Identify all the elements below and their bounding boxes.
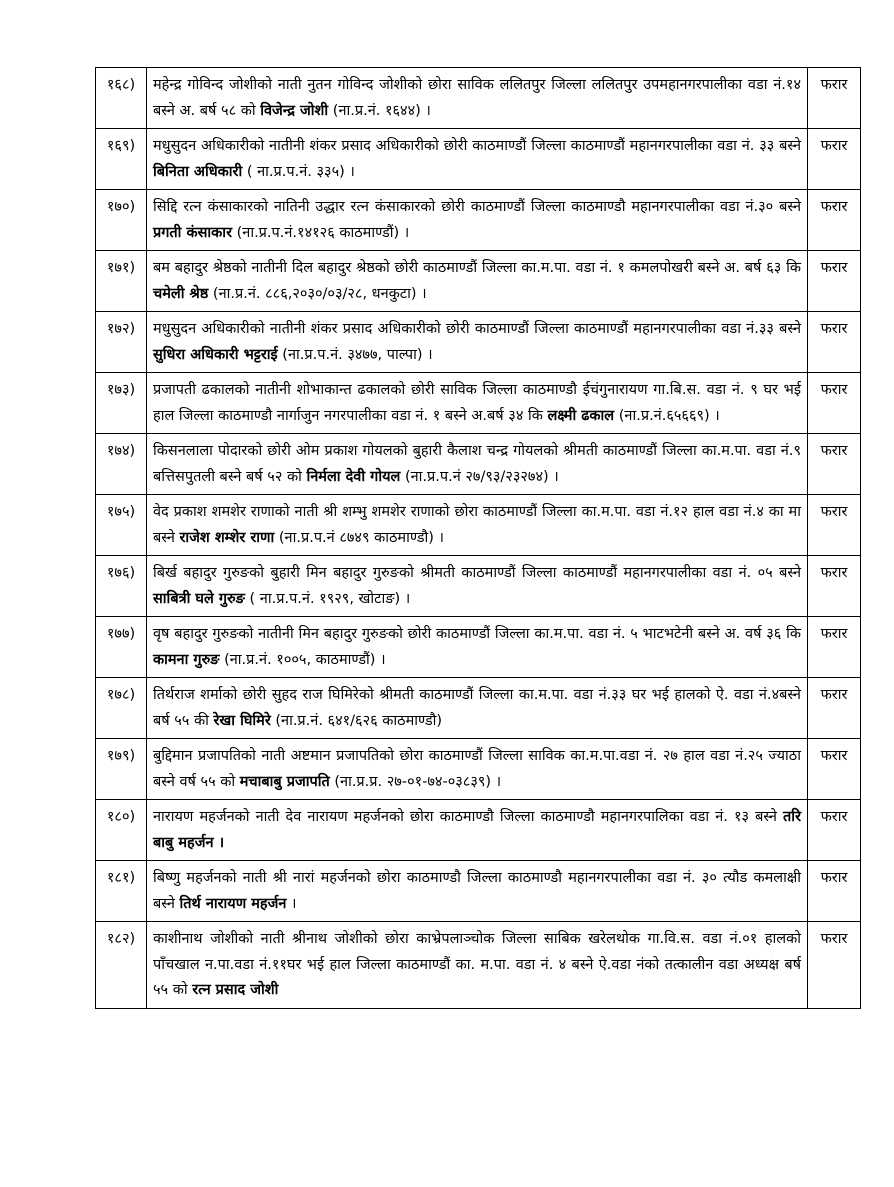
record-table-body [96,68,861,1009]
row-description [147,312,808,373]
row-number: १८२) [96,922,147,1009]
row-description [147,922,808,1009]
person-name: सुधिरा अधिकारी भट्टराई [153,346,278,363]
table-row [96,373,861,434]
person-name: तरि बाबु महर्जन । [153,809,801,851]
description-text: सिद्दि रत्न कंसाकारको नातिनी उद्धार रत्न कंसाकारको छोरी काठमाण्डौं जिल्ला काठमाण्डौ महानगरपालीका वडा नं.३० बस्ने [153,199,801,215]
description-text: मधुसुदन अधिकारीको नातीनी शंकर प्रसाद अधिकारीको छोरी काठमाण्डौं जिल्ला काठमाण्डौं महानगरपालीका वडा नं.३३ बस्ने [153,321,801,337]
description-text: बुद्दिमान प्रजापतिको नाती अष्टमान प्रजापतिको छोरा काठमाण्डौं जिल्ला साविक का.म.पा.वडा नं. २७ हाल वडा नं.२५ ज्याठा बस्ने वर्ष ५५ को [153,748,801,790]
row-description [147,556,808,617]
row-number: १७८) [96,678,147,739]
person-name: मचाबाबु प्रजापति [239,773,330,790]
person-name: कामना गुरुङ [153,651,220,668]
row-description [147,495,808,556]
row-status: फरार [808,129,861,190]
row-number: १७३) [96,373,147,434]
table-row [96,68,861,129]
row-description [147,861,808,922]
description-text: महेन्द्र गोविन्द जोशीको नाती नुतन गोविन्द जोशीको छोरा साविक ललितपुर जिल्ला ललितपुर उपमहानगरपालीका वडा नं.१४ बस्ने अ. बर्ष ५८ को [153,77,801,119]
row-description [147,68,808,129]
table-row [96,678,861,739]
row-status: फरार [808,861,861,922]
description-tail: (ना.प्र.नं.६५६६९) । [614,407,720,424]
row-status: फरार [808,678,861,739]
description-text: वृष बहादुर गुरुङको नातीनी मिन बहादुर गुरुङको छोरी काठमाण्डौं जिल्ला का.म.पा. वडा नं. ५ भाटभटेनी बस्ने अ. वर्ष ३६ कि [153,626,801,642]
table-row [96,251,861,312]
description-tail: । [286,895,297,912]
person-name: राजेश शम्शेर राणा [179,529,275,546]
description-tail: ( ना.प्र.प.नं. १९२९, खोटाङ) । [244,590,411,607]
row-number: १७५) [96,495,147,556]
row-description [147,251,808,312]
description-tail: (ना.प्र.नं. १६४४) । [328,102,431,119]
row-status: फरार [808,556,861,617]
row-description [147,739,808,800]
row-status: फरार [808,68,861,129]
description-tail: ( ना.प्र.प.नं. ३३५) । [242,163,355,180]
person-name: बिनिता अधिकारी [153,163,243,180]
row-description [147,678,808,739]
row-number: १७७) [96,617,147,678]
description-text: नारायण महर्जनको नाती देव नारायण महर्जनको छोरा काठमाण्डौ जिल्ला काठमाण्डौ महानगरपालिका वडा नं. १३ बस्ने [153,809,784,825]
table-row [96,190,861,251]
description-text: बिर्ख बहादुर गुरुङको बुहारी मिन बहादुर गुरुङको श्रीमती काठमाण्डौं जिल्ला काठमाण्डौं महानगरपालीका वडा नं. ०५ बस्ने [153,565,801,581]
row-number: १७२) [96,312,147,373]
description-text: मधुसुदन अधिकारीको नातीनी शंकर प्रसाद अधिकारीको छोरी काठमाण्डौं जिल्ला काठमाण्डौं महानगरपालीका वडा नं. ३३ बस्ने [153,138,801,154]
row-status: फरार [808,373,861,434]
person-name: रत्न प्रसाद जोशी [192,982,279,998]
table-row [96,922,861,1009]
row-status: फरार [808,312,861,373]
table-row [96,312,861,373]
row-number: १८१) [96,861,147,922]
row-status: फरार [808,251,861,312]
row-number: १७१) [96,251,147,312]
row-status: फरार [808,190,861,251]
table-row [96,861,861,922]
row-number: १७६) [96,556,147,617]
row-description [147,800,808,861]
description-tail: (ना.प्र.प्र. २७-०१-७४-०३८३९) । [329,773,502,790]
row-number: १७४) [96,434,147,495]
row-number: १८०) [96,800,147,861]
row-status: फरार [808,922,861,1009]
table-row [96,434,861,495]
row-status: फरार [808,434,861,495]
description-tail: (ना.प्र.नं. १००५, काठमाण्डौं) । [219,651,386,668]
person-name: चमेली श्रेष्ठ [153,285,209,302]
row-number: १७०) [96,190,147,251]
description-tail: (ना.प्र.प.नं. ३४७७, पाल्पा) । [277,346,433,363]
description-text: वेद प्रकाश शमशेर राणाको नाती श्री शम्भु शमशेर राणाको छोरा काठमाण्डौं जिल्ला का.म.पा. वडा नं.१२ हाल वडा नं.४ का मा बस्ने [153,504,801,546]
row-number: १६९) [96,129,147,190]
row-description [147,434,808,495]
description-text: काशीनाथ जोशीको नाती श्रीनाथ जोशीको छोरा काभ्रेपलाञ्चोक जिल्ला साबिक खरेलथोक गा.वि.स. वडा नं.०१ हालको पाँचखाल न.पा.वडा नं.११घर भई हाल जिल्ला काठमाण्डौं का. म.पा. वडा नं. ४ बस्ने ऐ.वडा नंको तत्कालीन वडा अध्यक्ष बर्ष ५५ को [153,931,801,998]
description-tail: (ना.प्र.नं. ८८६,२०३०/०३/२८, धनकुटा) । [208,285,427,302]
table-row [96,739,861,800]
row-status: फरार [808,495,861,556]
row-description [147,190,808,251]
description-tail: (ना.प्र.प.नं ८७४९ काठमाण्डौ) । [274,529,444,546]
table-row [96,800,861,861]
row-status: फरार [808,800,861,861]
description-text: बम बहादुर श्रेष्ठको नातीनी दिल बहादुर श्रेष्ठको छोरी काठमाण्डौं जिल्ला का.म.पा. वडा नं. १ कमलपोखरी बस्ने अ. बर्ष ६३ कि [153,260,801,276]
table-row [96,556,861,617]
person-name: निर्मला देवी गोयल [306,468,401,485]
person-name: प्रगती कंसाकार [153,224,232,241]
table-row [96,495,861,556]
row-number: १६८) [96,68,147,129]
person-name: साबित्री घले गुरुङ [153,590,245,607]
person-name: तिर्थ नारायण महर्जन [179,895,287,912]
row-status: फरार [808,739,861,800]
person-name: लक्ष्मी ढकाल [547,407,615,424]
description-text: किसनलाला पोदारको छोरी ओम प्रकाश गोयलको बुहारी कैलाश चन्द्र गोयलको श्रीमती काठमाण्डौं जिल्ला का.म.पा. वडा नं.९ बत्तिसपुतली बस्ने बर्ष ५२ को [153,443,801,485]
description-tail: (ना.प्र.नं. ६४१/६२६ काठमाण्डौ) [270,712,443,729]
table-row [96,617,861,678]
row-description [147,617,808,678]
description-text: तिर्थराज शर्माको छोरी सुहद राज घिमिरेको श्रीमती काठमाण्डौं जिल्ला का.म.पा. वडा नं.३३ घर भई हालको ऐ. वडा नं.४बस्ने बर्ष ५५ की [153,687,801,729]
row-description [147,373,808,434]
row-status: फरार [808,617,861,678]
person-name: रेखा घिमिरे [213,712,271,729]
record-table [95,67,861,1009]
description-tail: (ना.प्र.प.नं.१४१२६ काठमाण्डौं) । [232,224,410,241]
row-description [147,129,808,190]
description-text: प्रजापती ढकालको नातीनी शोभाकान्त ढकालको छोरी साविक जिल्ला काठमाण्डौ ईचंगुनारायण गा.बि.स. वडा नं. ९ घर भई हाल जिल्ला काठमाण्डौ नार्गाजुन नगरपालीका वडा नं. १ बस्ने अ.बर्ष ३४ कि [153,382,801,424]
description-tail: (ना.प्र.प.नं २७/९३/२३२७४) । [400,468,559,485]
person-name: विजेन्द्र जोशी [260,102,329,119]
table-row [96,129,861,190]
row-number: १७९) [96,739,147,800]
description-text: बिष्णु महर्जनको नाती श्री नारां महर्जनको छोरा काठमाण्डौ जिल्ला काठमाण्डौ महानगरपालीका वडा नं. ३० त्यौड कमलाक्षी बस्ने [153,870,801,912]
